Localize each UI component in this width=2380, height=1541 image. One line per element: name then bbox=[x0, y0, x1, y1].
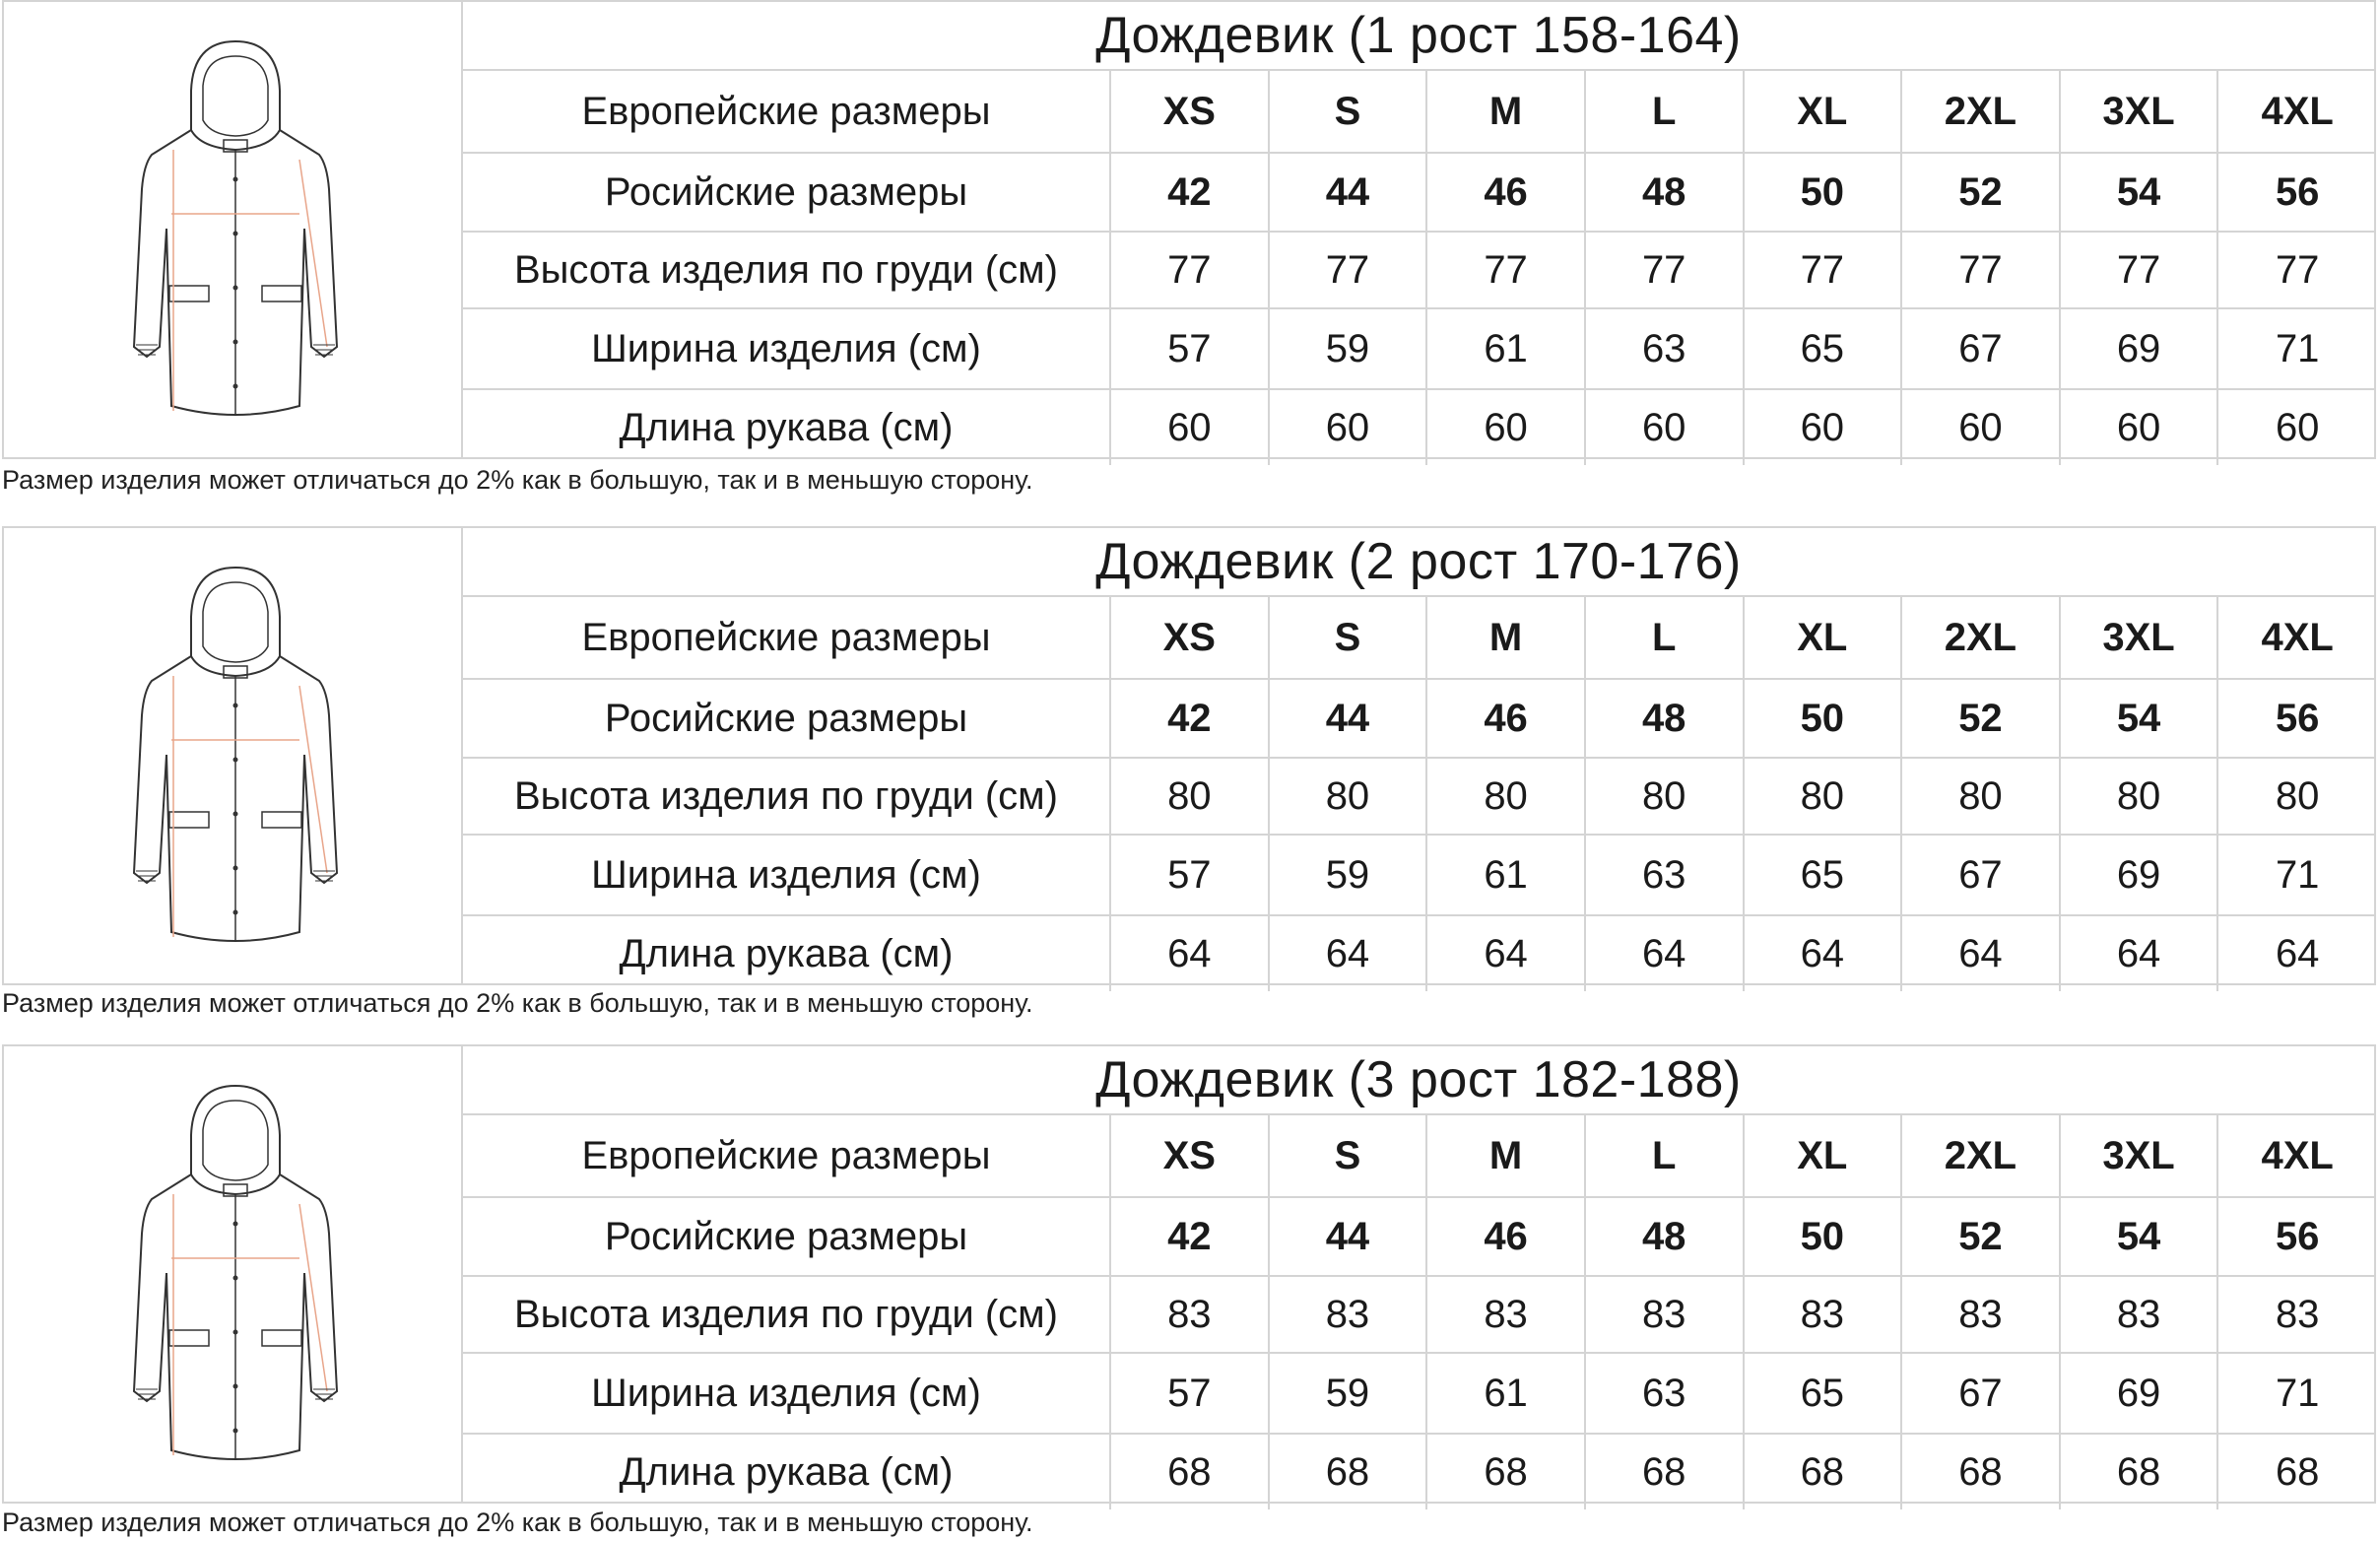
table-cell: 64 bbox=[2217, 915, 2376, 991]
table-cell: 48 bbox=[1585, 153, 1744, 232]
table-cell: 80 bbox=[1269, 758, 1427, 835]
row-label: Высота изделия по груди (см) bbox=[463, 232, 1110, 308]
table-cell: 68 bbox=[1585, 1434, 1744, 1509]
table-cell: 67 bbox=[1901, 1353, 2060, 1434]
size-table bbox=[463, 597, 2376, 991]
table-cell: 65 bbox=[1744, 1353, 1902, 1434]
table-cell: 3XL bbox=[2060, 597, 2218, 679]
table-cell: 63 bbox=[1585, 835, 1744, 915]
table-cell: 64 bbox=[1585, 915, 1744, 991]
table-cell: 46 bbox=[1426, 153, 1585, 232]
table-cell: 83 bbox=[1426, 1276, 1585, 1353]
table-cell: 60 bbox=[1269, 389, 1427, 465]
table-cell: 61 bbox=[1426, 308, 1585, 389]
table-cell: 83 bbox=[1585, 1276, 1744, 1353]
table-cell: 4XL bbox=[2217, 71, 2376, 153]
raincoat-sketch-icon bbox=[112, 32, 359, 426]
table-row bbox=[463, 71, 2376, 153]
table-row bbox=[463, 1276, 2376, 1353]
row-label: Росийские размеры bbox=[463, 679, 1110, 758]
table-cell: 77 bbox=[2060, 232, 2218, 308]
section-title: Дождевик (1 рост 158-164) bbox=[463, 2, 2374, 71]
table-row bbox=[463, 679, 2376, 758]
table-row bbox=[463, 389, 2376, 465]
table-cell: 56 bbox=[2217, 1197, 2376, 1276]
table-cell: 54 bbox=[2060, 1197, 2218, 1276]
table-cell: 64 bbox=[1426, 915, 1585, 991]
table-cell: 60 bbox=[1901, 389, 2060, 465]
table-cell: 68 bbox=[1901, 1434, 2060, 1509]
table-row bbox=[463, 915, 2376, 991]
table-row bbox=[463, 835, 2376, 915]
table-cell: 50 bbox=[1744, 679, 1902, 758]
table-cell: 57 bbox=[1110, 308, 1269, 389]
row-label: Европейские размеры bbox=[463, 71, 1110, 153]
table-cell: M bbox=[1426, 1115, 1585, 1197]
table-cell: 67 bbox=[1901, 835, 2060, 915]
table-cell: 57 bbox=[1110, 835, 1269, 915]
table-cell: 71 bbox=[2217, 1353, 2376, 1434]
table-cell: 69 bbox=[2060, 835, 2218, 915]
table-cell: 80 bbox=[1744, 758, 1902, 835]
table-cell: 77 bbox=[1110, 232, 1269, 308]
table-cell: XL bbox=[1744, 71, 1902, 153]
table-cell: 46 bbox=[1426, 679, 1585, 758]
section-title: Дождевик (3 рост 182-188) bbox=[463, 1046, 2374, 1115]
table-cell: 68 bbox=[1744, 1434, 1902, 1509]
table-cell: S bbox=[1269, 597, 1427, 679]
garment-image-cell bbox=[4, 528, 463, 983]
table-cell: 42 bbox=[1110, 153, 1269, 232]
table-cell: 54 bbox=[2060, 679, 2218, 758]
table-cell: XL bbox=[1744, 1115, 1902, 1197]
size-chart-panel bbox=[2, 0, 2376, 459]
table-cell: 50 bbox=[1744, 1197, 1902, 1276]
size-chart-panel bbox=[2, 526, 2376, 985]
row-label: Ширина изделия (см) bbox=[463, 308, 1110, 389]
table-cell: 80 bbox=[2060, 758, 2218, 835]
table-cell: 80 bbox=[1110, 758, 1269, 835]
table-cell: 54 bbox=[2060, 153, 2218, 232]
table-cell: 44 bbox=[1269, 1197, 1427, 1276]
table-cell: 2XL bbox=[1901, 597, 2060, 679]
table-row bbox=[463, 153, 2376, 232]
table-cell: 71 bbox=[2217, 308, 2376, 389]
table-cell: 52 bbox=[1901, 153, 2060, 232]
table-cell: 64 bbox=[1901, 915, 2060, 991]
table-cell: 83 bbox=[1110, 1276, 1269, 1353]
raincoat-sketch-icon bbox=[112, 558, 359, 952]
table-row bbox=[463, 1353, 2376, 1434]
table-cell: 60 bbox=[2060, 389, 2218, 465]
table-cell: 80 bbox=[1426, 758, 1585, 835]
table-cell: 64 bbox=[1110, 915, 1269, 991]
table-cell: 48 bbox=[1585, 1197, 1744, 1276]
table-cell: 4XL bbox=[2217, 1115, 2376, 1197]
table-row bbox=[463, 232, 2376, 308]
table-cell: 68 bbox=[1110, 1434, 1269, 1509]
table-cell: S bbox=[1269, 71, 1427, 153]
table-row bbox=[463, 758, 2376, 835]
size-tolerance-note: Размер изделия может отличаться до 2% как в большую, так и в меньшую сторону. bbox=[2, 1508, 1033, 1537]
table-cell: 64 bbox=[2060, 915, 2218, 991]
table-cell: 61 bbox=[1426, 1353, 1585, 1434]
row-label: Ширина изделия (см) bbox=[463, 835, 1110, 915]
table-cell: L bbox=[1585, 597, 1744, 679]
table-cell: 60 bbox=[1110, 389, 1269, 465]
table-cell: 80 bbox=[1901, 758, 2060, 835]
table-cell: 3XL bbox=[2060, 1115, 2218, 1197]
table-cell: 71 bbox=[2217, 835, 2376, 915]
table-cell: 44 bbox=[1269, 153, 1427, 232]
garment-image-cell bbox=[4, 2, 463, 457]
row-label: Росийские размеры bbox=[463, 153, 1110, 232]
table-cell: M bbox=[1426, 597, 1585, 679]
table-cell: 80 bbox=[2217, 758, 2376, 835]
table-cell: 83 bbox=[1744, 1276, 1902, 1353]
table-cell: 77 bbox=[1744, 232, 1902, 308]
table-cell: 60 bbox=[1744, 389, 1902, 465]
table-cell: 60 bbox=[2217, 389, 2376, 465]
table-cell: 77 bbox=[1426, 232, 1585, 308]
table-cell: 65 bbox=[1744, 835, 1902, 915]
table-cell: 69 bbox=[2060, 308, 2218, 389]
section-title: Дождевик (2 рост 170-176) bbox=[463, 528, 2374, 597]
table-cell: 52 bbox=[1901, 679, 2060, 758]
table-cell: 61 bbox=[1426, 835, 1585, 915]
row-label: Европейские размеры bbox=[463, 597, 1110, 679]
table-cell: 44 bbox=[1269, 679, 1427, 758]
table-cell: 68 bbox=[1426, 1434, 1585, 1509]
table-cell: 56 bbox=[2217, 153, 2376, 232]
table-row bbox=[463, 308, 2376, 389]
table-row bbox=[463, 1197, 2376, 1276]
table-cell: S bbox=[1269, 1115, 1427, 1197]
row-label: Высота изделия по груди (см) bbox=[463, 758, 1110, 835]
table-row bbox=[463, 1115, 2376, 1197]
table-cell: XS bbox=[1110, 1115, 1269, 1197]
table-cell: 2XL bbox=[1901, 71, 2060, 153]
table-cell: 64 bbox=[1744, 915, 1902, 991]
table-cell: 60 bbox=[1585, 389, 1744, 465]
table-cell: 83 bbox=[1269, 1276, 1427, 1353]
table-cell: 80 bbox=[1585, 758, 1744, 835]
row-label: Ширина изделия (см) bbox=[463, 1353, 1110, 1434]
size-table bbox=[463, 1115, 2376, 1509]
table-cell: 68 bbox=[1269, 1434, 1427, 1509]
size-tolerance-note: Размер изделия может отличаться до 2% как в большую, так и в меньшую сторону. bbox=[2, 988, 1033, 1018]
table-cell: 63 bbox=[1585, 1353, 1744, 1434]
garment-image-cell bbox=[4, 1046, 463, 1502]
table-cell: L bbox=[1585, 71, 1744, 153]
table-cell: 42 bbox=[1110, 1197, 1269, 1276]
table-cell: 56 bbox=[2217, 679, 2376, 758]
table-cell: 48 bbox=[1585, 679, 1744, 758]
table-cell: XS bbox=[1110, 71, 1269, 153]
table-row bbox=[463, 1434, 2376, 1509]
table-cell: XS bbox=[1110, 597, 1269, 679]
table-cell: 64 bbox=[1269, 915, 1427, 991]
row-label: Длина рукава (см) bbox=[463, 915, 1110, 991]
row-label: Длина рукава (см) bbox=[463, 1434, 1110, 1509]
table-cell: 68 bbox=[2060, 1434, 2218, 1509]
row-label: Европейские размеры bbox=[463, 1115, 1110, 1197]
table-cell: 2XL bbox=[1901, 1115, 2060, 1197]
table-cell: 59 bbox=[1269, 835, 1427, 915]
table-cell: 77 bbox=[1901, 232, 2060, 308]
table-cell: 52 bbox=[1901, 1197, 2060, 1276]
size-table bbox=[463, 71, 2376, 465]
table-cell: 77 bbox=[1269, 232, 1427, 308]
table-cell: L bbox=[1585, 1115, 1744, 1197]
table-cell: 59 bbox=[1269, 1353, 1427, 1434]
table-cell: 3XL bbox=[2060, 71, 2218, 153]
row-label: Высота изделия по груди (см) bbox=[463, 1276, 1110, 1353]
table-cell: 46 bbox=[1426, 1197, 1585, 1276]
raincoat-sketch-icon bbox=[112, 1076, 359, 1470]
table-cell: 68 bbox=[2217, 1434, 2376, 1509]
table-cell: 69 bbox=[2060, 1353, 2218, 1434]
table-cell: 83 bbox=[2060, 1276, 2218, 1353]
table-cell: 60 bbox=[1426, 389, 1585, 465]
table-cell: 57 bbox=[1110, 1353, 1269, 1434]
table-cell: 65 bbox=[1744, 308, 1902, 389]
table-cell: 63 bbox=[1585, 308, 1744, 389]
table-cell: 67 bbox=[1901, 308, 2060, 389]
table-row bbox=[463, 597, 2376, 679]
table-cell: XL bbox=[1744, 597, 1902, 679]
table-cell: 42 bbox=[1110, 679, 1269, 758]
size-tolerance-note: Размер изделия может отличаться до 2% как в большую, так и в меньшую сторону. bbox=[2, 465, 1033, 495]
table-cell: 77 bbox=[2217, 232, 2376, 308]
table-cell: 59 bbox=[1269, 308, 1427, 389]
table-cell: 83 bbox=[2217, 1276, 2376, 1353]
table-cell: 77 bbox=[1585, 232, 1744, 308]
size-chart-panel bbox=[2, 1044, 2376, 1504]
table-cell: 50 bbox=[1744, 153, 1902, 232]
table-cell: 83 bbox=[1901, 1276, 2060, 1353]
table-cell: 4XL bbox=[2217, 597, 2376, 679]
table-cell: M bbox=[1426, 71, 1585, 153]
row-label: Длина рукава (см) bbox=[463, 389, 1110, 465]
row-label: Росийские размеры bbox=[463, 1197, 1110, 1276]
